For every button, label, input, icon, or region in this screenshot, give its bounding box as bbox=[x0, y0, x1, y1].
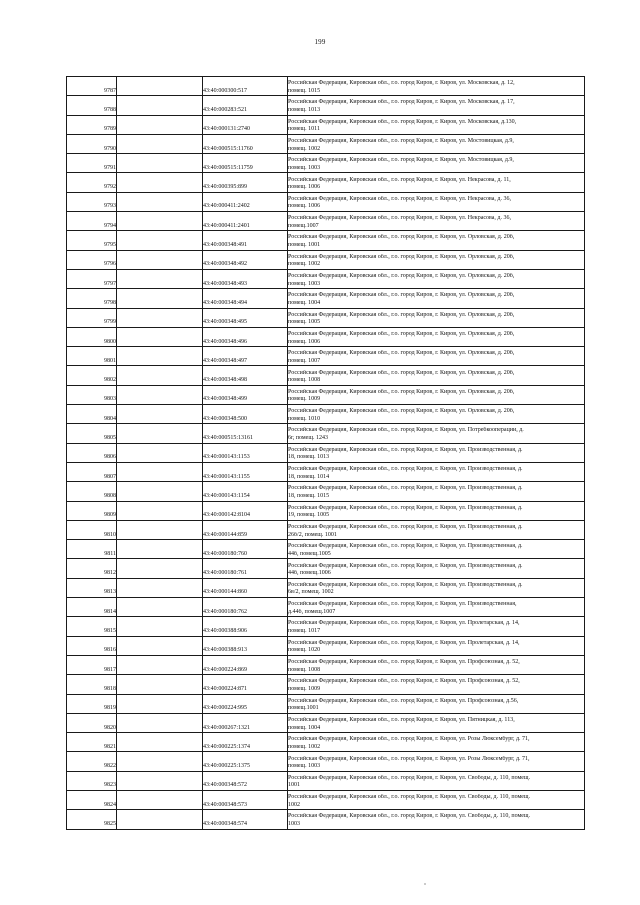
address-line-1: Российская Федерация, Кировская обл., г.о. город Киров, г. Киров, ул. Производственная, д. bbox=[288, 581, 523, 588]
cadastral-number: 43:40:000348:572 bbox=[203, 771, 288, 790]
address-cell bbox=[288, 385, 585, 404]
address-cell bbox=[288, 173, 585, 192]
address-line-2: помещ. 1008 bbox=[288, 377, 321, 384]
address-line-2: 44б, помещ.1006 bbox=[288, 570, 331, 577]
empty-cell bbox=[117, 269, 203, 288]
cadastral-number: 43:40:000411:2402 bbox=[203, 192, 288, 211]
table-row bbox=[67, 443, 585, 462]
cadastral-number: 43:40:000142:8104 bbox=[203, 501, 288, 520]
cadastral-number: 43:40:000348:497 bbox=[203, 347, 288, 366]
empty-cell bbox=[117, 520, 203, 539]
table-row bbox=[67, 231, 585, 250]
table-row bbox=[67, 617, 585, 636]
table-row bbox=[67, 733, 585, 752]
address-line-2: 19, помещ. 1005 bbox=[288, 512, 330, 519]
table-row bbox=[67, 713, 585, 732]
address-cell bbox=[288, 250, 585, 269]
address-line-1: Российская Федерация, Кировская обл., г.о. город Киров, г. Киров, ул. Мостовицкая, д.9, bbox=[288, 157, 514, 164]
address-line-2: 18, помещ. 1015 bbox=[288, 492, 330, 499]
empty-cell bbox=[117, 347, 203, 366]
address-line-1: Российская Федерация, Кировская обл., г.о. город Киров, г. Киров, ул. Орловская, д. 20б, bbox=[288, 408, 515, 415]
cadastral-number: 43:40:000348:574 bbox=[203, 810, 288, 829]
address-cell bbox=[288, 212, 585, 231]
row-number: 9810 bbox=[67, 520, 117, 539]
table-row bbox=[67, 771, 585, 790]
row-number: 9815 bbox=[67, 617, 117, 636]
table-row bbox=[67, 694, 585, 713]
empty-cell bbox=[117, 77, 203, 96]
row-number: 9818 bbox=[67, 675, 117, 694]
table-row bbox=[67, 347, 585, 366]
row-number: 9801 bbox=[67, 347, 117, 366]
address-line-2: помещ. 1009 bbox=[288, 685, 321, 692]
cadastral-number: 43:40:000224:871 bbox=[203, 675, 288, 694]
address-line-2: помещ.1007 bbox=[288, 222, 319, 229]
cadastral-number: 43:40:000348:573 bbox=[203, 790, 288, 809]
address-line-1: Российская Федерация, Кировская обл., г.о. город Киров, г. Киров, ул. Мостовицкая, д.9, bbox=[288, 138, 514, 144]
row-number: 9806 bbox=[67, 443, 117, 462]
address-cell bbox=[288, 810, 585, 829]
row-number: 9788 bbox=[67, 96, 117, 115]
address-line-2: помещ. 1009 bbox=[288, 396, 321, 403]
cadastral-number: 43:40:000388:906 bbox=[203, 617, 288, 636]
address-cell bbox=[288, 192, 585, 211]
address-line-2: помещ. 1007 bbox=[288, 357, 321, 364]
row-number: 9824 bbox=[67, 790, 117, 809]
row-number: 9802 bbox=[67, 366, 117, 385]
table-row bbox=[67, 134, 585, 153]
table-row bbox=[67, 540, 585, 559]
empty-cell bbox=[117, 636, 203, 655]
empty-cell bbox=[117, 752, 203, 771]
address-line-1: Российская Федерация, Кировская обл., г.о. город Киров, г. Киров, ул. Профсоюзная, д. 52, bbox=[288, 659, 520, 666]
row-number: 9805 bbox=[67, 424, 117, 443]
empty-cell bbox=[117, 154, 203, 173]
address-line-1: Российская Федерация, Кировская обл., г.о. город Киров, г. Киров, ул. Орловская, д. 20б, bbox=[288, 234, 515, 241]
address-cell bbox=[288, 771, 585, 790]
table-row bbox=[67, 405, 585, 424]
cadastral-number: 43:40:000180:762 bbox=[203, 598, 288, 617]
empty-cell bbox=[117, 250, 203, 269]
address-cell bbox=[288, 96, 585, 115]
address-line-1: Российская Федерация, Кировская обл., г.о. город Киров, г. Киров, ул. Некрасова, д. 36, bbox=[288, 215, 511, 222]
address-line-2: помещ. 1003 bbox=[288, 763, 321, 770]
empty-cell bbox=[117, 733, 203, 752]
empty-cell bbox=[117, 327, 203, 346]
address-line-1: Российская Федерация, Кировская обл., г.о. город Киров, г. Киров, ул. Орловская, д. 20б, bbox=[288, 388, 515, 395]
address-line-1: Российская Федерация, Кировская обл., г.о. город Киров, г. Киров, ул. Орловская, д. 20б, bbox=[288, 273, 515, 280]
table-row bbox=[67, 385, 585, 404]
empty-cell bbox=[117, 115, 203, 134]
address-line-2: помещ. 1002 bbox=[288, 261, 321, 268]
cadastral-number: 43:40:000143:1154 bbox=[203, 482, 288, 501]
address-line-2: 26б/2, помещ. 1001 bbox=[288, 531, 337, 538]
row-number: 9813 bbox=[67, 578, 117, 597]
cadastral-number: 43:40:000180:761 bbox=[203, 559, 288, 578]
table-row bbox=[67, 675, 585, 694]
cadastral-number: 43:40:000348:499 bbox=[203, 385, 288, 404]
row-number: 9817 bbox=[67, 655, 117, 674]
address-line-2: помещ.1001 bbox=[288, 705, 319, 712]
empty-cell bbox=[117, 289, 203, 308]
table-row bbox=[67, 327, 585, 346]
address-cell bbox=[288, 713, 585, 732]
address-cell bbox=[288, 134, 585, 153]
row-number: 9795 bbox=[67, 231, 117, 250]
cadastral-number: 43:40:000300:517 bbox=[203, 77, 288, 96]
table-row bbox=[67, 655, 585, 674]
empty-cell bbox=[117, 694, 203, 713]
cadastral-number: 43:40:000348:494 bbox=[203, 289, 288, 308]
address-line-1: Российская Федерация, Кировская обл., г.о. город Киров, г. Киров, ул. Орловская, д. 20б, bbox=[288, 292, 515, 299]
empty-cell bbox=[117, 173, 203, 192]
address-cell bbox=[288, 790, 585, 809]
row-number: 9809 bbox=[67, 501, 117, 520]
cadastral-number: 43:40:000348:493 bbox=[203, 269, 288, 288]
cadastral-number: 43:40:000348:496 bbox=[203, 327, 288, 346]
empty-cell bbox=[117, 655, 203, 674]
address-cell bbox=[288, 289, 585, 308]
cadastral-number: 43:40:000180:760 bbox=[203, 540, 288, 559]
address-line-2: помещ. 1001 bbox=[288, 242, 321, 249]
address-cell bbox=[288, 115, 585, 134]
cadastral-number: 43:40:000388:913 bbox=[203, 636, 288, 655]
empty-cell bbox=[117, 308, 203, 327]
address-cell bbox=[288, 462, 585, 481]
address-cell bbox=[288, 347, 585, 366]
address-line-1: Российская Федерация, Кировская обл., г.о. город Киров, г. Киров, ул. Свободы, д. 110, помещ. bbox=[288, 813, 531, 820]
address-cell bbox=[288, 559, 585, 578]
table-row bbox=[67, 154, 585, 173]
table-row bbox=[67, 366, 585, 385]
cadastral-number: 43:40:000348:500 bbox=[203, 405, 288, 424]
address-line-1: Российская Федерация, Кировская обл., г.о. город Киров, г. Киров, ул. Некрасова, д. 11, bbox=[288, 176, 511, 183]
address-line-1: Российская Федерация, Кировская обл., г.о. город Киров, г. Киров, ул. Орловская, д. 20б, bbox=[288, 369, 515, 376]
empty-cell bbox=[117, 443, 203, 462]
address-cell bbox=[288, 405, 585, 424]
row-number: 9800 bbox=[67, 327, 117, 346]
row-number: 9820 bbox=[67, 713, 117, 732]
table-row bbox=[67, 96, 585, 115]
empty-cell bbox=[117, 482, 203, 501]
address-line-1: Российская Федерация, Кировская обл., г.о. город Киров, г. Киров, ул. Розы Люксембург, д. 71, bbox=[288, 736, 530, 743]
address-line-1: Российская Федерация, Кировская обл., г.о. город Киров, г. Киров, ул. Орловская, д. 20б, bbox=[288, 253, 515, 260]
cadastral-number: 43:40:000225:1374 bbox=[203, 733, 288, 752]
address-cell bbox=[288, 636, 585, 655]
address-line-2: помещ. 1013 bbox=[288, 107, 321, 113]
table-row bbox=[67, 790, 585, 809]
table-row bbox=[67, 578, 585, 597]
empty-cell bbox=[117, 540, 203, 559]
address-line-1: Российская Федерация, Кировская обл., г.о. город Киров, г. Киров, ул. Производственная, bbox=[288, 601, 517, 608]
empty-cell bbox=[117, 810, 203, 829]
address-line-1: Российская Федерация, Кировская обл., г.о. город Киров, г. Киров, ул. Производственная, д. bbox=[288, 485, 523, 492]
cadastral-number: 43:40:000515:13161 bbox=[203, 424, 288, 443]
cadastral-number: 43:40:000144:860 bbox=[203, 578, 288, 597]
address-line-1: Российская Федерация, Кировская обл., г.о. город Киров, г. Киров, ул. Профсоюзная, д. 52, bbox=[288, 678, 520, 685]
empty-cell bbox=[117, 134, 203, 153]
table-row bbox=[67, 308, 585, 327]
address-line-1: Российская Федерация, Кировская обл., г.о. город Киров, г. Киров, ул. Потребкооперации, д. bbox=[288, 427, 524, 434]
address-line-1: Российская Федерация, Кировская обл., г.о. город Киров, г. Киров, ул. Производственная, д. bbox=[288, 504, 523, 511]
empty-cell bbox=[117, 212, 203, 231]
row-number: 9825 bbox=[67, 810, 117, 829]
empty-cell bbox=[117, 771, 203, 790]
cadastral-number: 43:40:000395:899 bbox=[203, 173, 288, 192]
address-line-1: Российская Федерация, Кировская обл., г.о. город Киров, г. Киров, ул. Московская, д. 12, bbox=[288, 80, 515, 87]
table-row bbox=[67, 192, 585, 211]
row-number: 9823 bbox=[67, 771, 117, 790]
table-row bbox=[67, 752, 585, 771]
row-number: 9814 bbox=[67, 598, 117, 617]
cadastral-number: 43:40:000224:869 bbox=[203, 655, 288, 674]
address-line-2: помещ. 1002 bbox=[288, 145, 321, 152]
address-cell bbox=[288, 154, 585, 173]
empty-cell bbox=[117, 424, 203, 443]
address-cell bbox=[288, 540, 585, 559]
table-row bbox=[67, 77, 585, 96]
address-cell bbox=[288, 424, 585, 443]
row-number: 9812 bbox=[67, 559, 117, 578]
address-cell bbox=[288, 308, 585, 327]
cadastral-number: 43:40:000348:492 bbox=[203, 250, 288, 269]
address-line-1: Российская Федерация, Кировская обл., г.о. город Киров, г. Киров, ул. Орловская, д. 20б, bbox=[288, 311, 515, 318]
address-cell bbox=[288, 501, 585, 520]
address-line-2: 44б, помещ.1005 bbox=[288, 550, 331, 557]
address-line-2: 18, помещ. 1013 bbox=[288, 454, 330, 461]
cadastral-number: 43:40:000267:1321 bbox=[203, 713, 288, 732]
cadastral-number: 43:40:000143:1153 bbox=[203, 443, 288, 462]
address-line-1: Российская Федерация, Кировская обл., г.о. город Киров, г. Киров, ул. Пролетарская, д. 14, bbox=[288, 639, 520, 646]
address-line-2: 1002 bbox=[288, 801, 300, 808]
address-cell bbox=[288, 675, 585, 694]
address-cell bbox=[288, 443, 585, 462]
address-line-2: помещ. 1010 bbox=[288, 415, 321, 422]
empty-cell bbox=[117, 231, 203, 250]
cadastral-number: 43:40:000348:491 bbox=[203, 231, 288, 250]
address-line-2: помещ. 1017 bbox=[288, 628, 321, 635]
address-cell bbox=[288, 269, 585, 288]
address-cell bbox=[288, 520, 585, 539]
address-line-1: Российская Федерация, Кировская обл., г.о. город Киров, г. Киров, ул. Производственная, д. bbox=[288, 446, 523, 453]
address-cell bbox=[288, 578, 585, 597]
address-line-2: помещ. 1004 bbox=[288, 299, 321, 306]
address-line-1: Российская Федерация, Кировская обл., г.о. город Киров, г. Киров, ул. Пятницкая, д. 113, bbox=[288, 716, 515, 723]
page-number: 199 bbox=[314, 38, 326, 46]
table-row bbox=[67, 424, 585, 443]
address-line-1: Российская Федерация, Кировская обл., г.о. город Киров, г. Киров, ул. Производственная, д. bbox=[288, 523, 523, 530]
empty-cell bbox=[117, 578, 203, 597]
empty-cell bbox=[117, 598, 203, 617]
row-number: 9808 bbox=[67, 482, 117, 501]
row-number: 9799 bbox=[67, 308, 117, 327]
address-line-1: Российская Федерация, Кировская обл., г.о. город Киров, г. Киров, ул. Пролетарская, д. 14, bbox=[288, 620, 520, 627]
address-line-2: помещ. 1008 bbox=[288, 666, 321, 673]
address-line-1: Российская Федерация, Кировская обл., г.о. город Киров, г. Киров, ул. Профсоюзная, д.56, bbox=[288, 697, 519, 704]
address-cell bbox=[288, 655, 585, 674]
address-line-1: Российская Федерация, Кировская обл., г.о. город Киров, г. Киров, ул. Производственная, д. bbox=[288, 562, 523, 569]
cadastral-number: 43:40:000144:859 bbox=[203, 520, 288, 539]
address-line-1: Российская Федерация, Кировская обл., г.о. город Киров, г. Киров, ул. Орловская, д. 20б, bbox=[288, 350, 515, 357]
table-row bbox=[67, 289, 585, 308]
table-row bbox=[67, 212, 585, 231]
address-line-1: Российская Федерация, Кировская обл., г.о. город Киров, г. Киров, ул. Московская, д.130, bbox=[288, 118, 517, 125]
address-line-2: помещ. 1002 bbox=[288, 743, 321, 750]
address-line-2: 6г, помещ. 1243 bbox=[288, 435, 328, 442]
address-cell bbox=[288, 733, 585, 752]
address-line-2: помещ. 1020 bbox=[288, 647, 321, 654]
address-cell bbox=[288, 694, 585, 713]
cadastral-number: 43:40:000411:2401 bbox=[203, 212, 288, 231]
empty-cell bbox=[117, 617, 203, 636]
address-line-2: 18, помещ. 1014 bbox=[288, 473, 330, 480]
row-number: 9819 bbox=[67, 694, 117, 713]
row-number: 9791 bbox=[67, 154, 117, 173]
row-number: 9789 bbox=[67, 115, 117, 134]
cadastral-number: 43:40:000515:11759 bbox=[203, 154, 288, 173]
address-line-2: 6в/2, помещ. 1002 bbox=[288, 589, 334, 596]
empty-cell bbox=[117, 790, 203, 809]
cadastral-number: 43:40:000225:1375 bbox=[203, 752, 288, 771]
table-row bbox=[67, 559, 585, 578]
row-number: 9797 bbox=[67, 269, 117, 288]
address-line-1: Российская Федерация, Кировская обл., г.о. город Киров, г. Киров, ул. Свободы, д. 110, помещ. bbox=[288, 774, 531, 781]
registry-body bbox=[67, 77, 585, 830]
empty-cell bbox=[117, 675, 203, 694]
row-number: 9792 bbox=[67, 173, 117, 192]
row-number: 9796 bbox=[67, 250, 117, 269]
address-line-2: помещ. 1003 bbox=[288, 164, 321, 171]
table-row bbox=[67, 636, 585, 655]
address-line-1: Российская Федерация, Кировская обл., г.о. город Киров, г. Киров, ул. Производственная, д. bbox=[288, 543, 523, 550]
address-line-2: помещ. 1006 bbox=[288, 203, 321, 210]
table-row bbox=[67, 269, 585, 288]
empty-cell bbox=[117, 385, 203, 404]
table-row bbox=[67, 810, 585, 829]
table-row bbox=[67, 462, 585, 481]
table-row bbox=[67, 115, 585, 134]
row-number: 9803 bbox=[67, 385, 117, 404]
empty-cell bbox=[117, 501, 203, 520]
address-cell bbox=[288, 598, 585, 617]
row-number: 9794 bbox=[67, 212, 117, 231]
empty-cell bbox=[117, 192, 203, 211]
cadastral-number: 43:40:000283:521 bbox=[203, 96, 288, 115]
empty-cell bbox=[117, 405, 203, 424]
address-cell bbox=[288, 752, 585, 771]
row-number: 9821 bbox=[67, 733, 117, 752]
address-line-1: Российская Федерация, Кировская обл., г.о. город Киров, г. Киров, ул. Московская, д. 17, bbox=[288, 99, 515, 106]
address-line-2: помещ. 1005 bbox=[288, 319, 321, 326]
address-line-2: помещ. 1011 bbox=[288, 126, 320, 133]
table-row bbox=[67, 520, 585, 539]
address-cell bbox=[288, 327, 585, 346]
table-row bbox=[67, 501, 585, 520]
row-number: 9790 bbox=[67, 134, 117, 153]
row-number: 9798 bbox=[67, 289, 117, 308]
row-number: 9793 bbox=[67, 192, 117, 211]
address-line-1: Российская Федерация, Кировская обл., г.о. город Киров, г. Киров, ул. Свободы, д. 110, помещ. bbox=[288, 794, 531, 801]
row-number: 9811 bbox=[67, 540, 117, 559]
address-line-2: помещ. 1006 bbox=[288, 184, 321, 191]
property-registry-table bbox=[66, 76, 585, 830]
address-cell bbox=[288, 231, 585, 250]
address-line-2: 1003 bbox=[288, 820, 300, 827]
address-line-2: помещ. 1003 bbox=[288, 280, 321, 287]
cadastral-number: 43:40:000224:995 bbox=[203, 694, 288, 713]
address-line-1: Российская Федерация, Кировская обл., г.о. город Киров, г. Киров, ул. Розы Люксембург, д. 71, bbox=[288, 755, 530, 762]
cadastral-number: 43:40:000143:1155 bbox=[203, 462, 288, 481]
address-line-2: помещ. 1015 bbox=[288, 87, 321, 94]
empty-cell bbox=[117, 96, 203, 115]
cadastral-number: 43:40:000515:11760 bbox=[203, 134, 288, 153]
address-line-2: помещ. 1006 bbox=[288, 338, 321, 345]
table-row bbox=[67, 598, 585, 617]
cadastral-number: 43:40:000348:495 bbox=[203, 308, 288, 327]
scan-speck bbox=[424, 883, 426, 885]
row-number: 9807 bbox=[67, 462, 117, 481]
address-line-2: д.44б, помещ.1007 bbox=[288, 608, 336, 615]
empty-cell bbox=[117, 559, 203, 578]
address-line-2: 1001 bbox=[288, 782, 300, 789]
cadastral-number: 43:40:000131:2740 bbox=[203, 115, 288, 134]
address-line-1: Российская Федерация, Кировская обл., г.о. город Киров, г. Киров, ул. Орловская, д. 20б, bbox=[288, 330, 515, 337]
empty-cell bbox=[117, 462, 203, 481]
table-row bbox=[67, 173, 585, 192]
cadastral-number: 43:40:000348:498 bbox=[203, 366, 288, 385]
address-line-2: помещ. 1004 bbox=[288, 724, 321, 731]
address-cell bbox=[288, 77, 585, 96]
table-row bbox=[67, 482, 585, 501]
address-cell bbox=[288, 617, 585, 636]
address-line-1: Российская Федерация, Кировская обл., г.о. город Киров, г. Киров, ул. Производственная, д. bbox=[288, 466, 523, 473]
address-cell bbox=[288, 366, 585, 385]
row-number: 9822 bbox=[67, 752, 117, 771]
empty-cell bbox=[117, 713, 203, 732]
row-number: 9804 bbox=[67, 405, 117, 424]
empty-cell bbox=[117, 366, 203, 385]
row-number: 9816 bbox=[67, 636, 117, 655]
address-line-1: Российская Федерация, Кировская обл., г.о. город Киров, г. Киров, ул. Некрасова, д. 36, bbox=[288, 195, 511, 202]
row-number: 9787 bbox=[67, 77, 117, 96]
address-cell bbox=[288, 482, 585, 501]
table-row bbox=[67, 250, 585, 269]
